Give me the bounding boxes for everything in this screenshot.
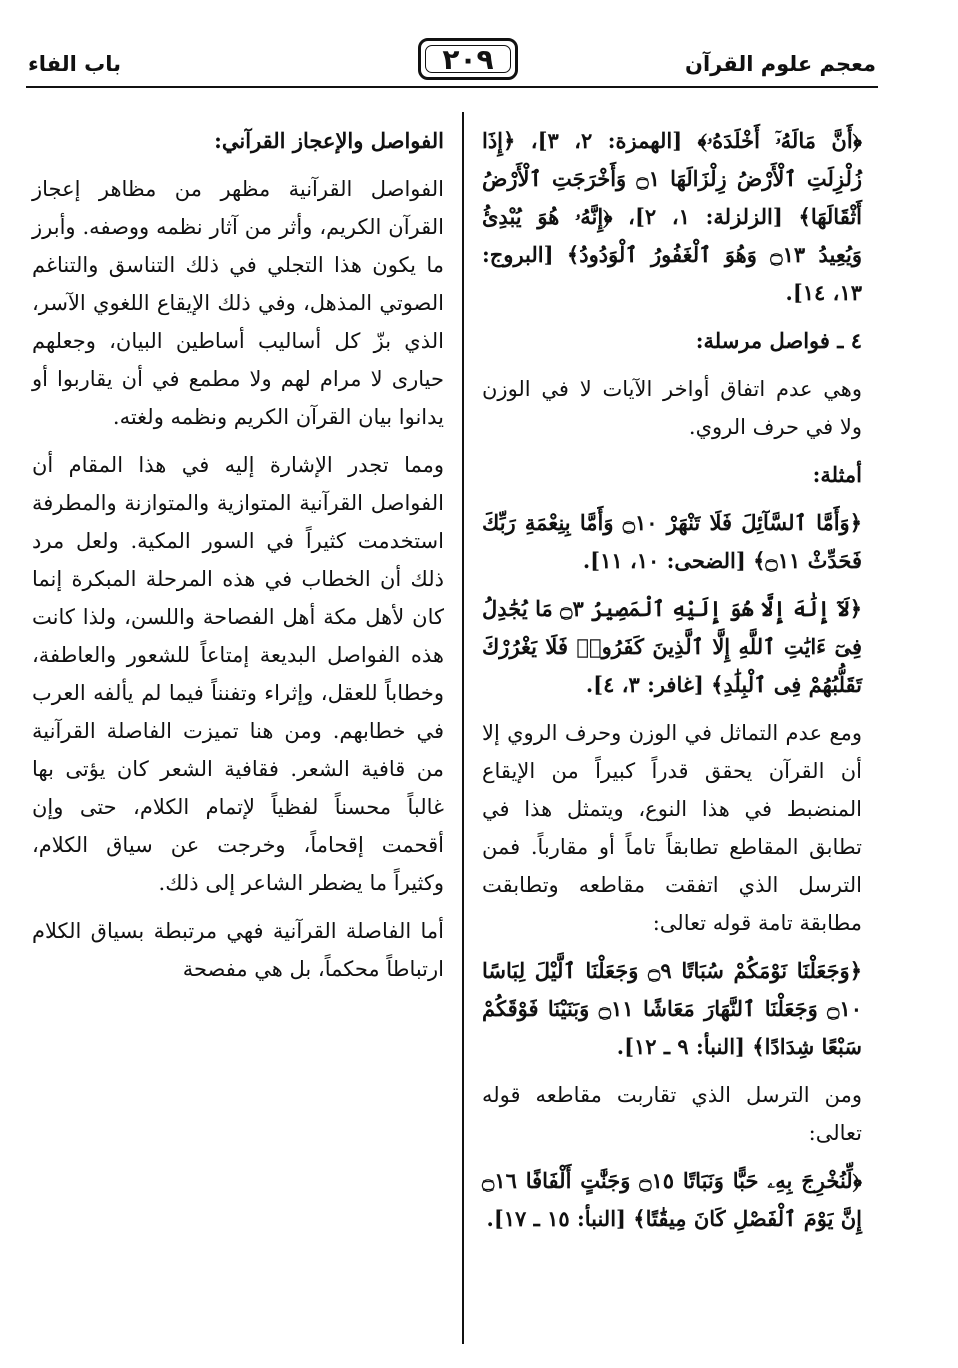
section-heading: ٤ ـ فواصل مرسلة: [695, 328, 862, 353]
body-paragraph: ومما تجدر الإشارة إليه في هذا المقام أن الفواصل القرآنية المتوازية والمتوازنة والمطرفة استخدمت كثيراً في السور المكية. ولعل مرد ذلك أن الخطاب في هذه المرحلة المبكرة إنما كان لأهل مكة أهل الفصاحة واللسن، ولذا كانت هذه الفواصل البديعة إمتاعاً للشعور والعاطفة، وخطاباً للعقل، وإثراء وتفنناً فيما لم يألفه العرب في خطابهم. ومن هنا تميزت الفاصلة القرآنية من قافية الشعر. فقافية الشعر كان يؤتى بها غالباً محسناً لفظياً لإتمام الكلام، حتى وإن أقحمت إقحاماً، وخرجت عن سياق الكلام، وكثيراً ما يضطر الشاعر إلى ذلك. [32, 453, 444, 895]
header-rule [26, 86, 878, 88]
right-column [482, 122, 862, 1248]
body-paragraph: أما الفاصلة القرآنية فهي مرتبطة بسياق الكلام ارتباطاً محكماً، بل هي مفصحة [32, 919, 444, 981]
body-paragraph: الفواصل القرآنية مظهر من مظاهر إعجاز القرآن الكريم، وأثر من آثار نظمه ووصفه. وأبرز ما يكون هذا التجلي في ذلك التناسق والتناغم الصوتي المذهل، وفي ذلك الإيقاع اللغوي الآسر، الذي بزّ كل أساليب أساطين البيان، وجعلهم حيارى لا مرام لهم ولا مطمع في أن يقاربوا أو يدانوا بيان القرآن الكريم ونظمه ولغته. [32, 177, 444, 429]
body-paragraph: ومن الترسل الذي تقاربت مقاطعه قوله تعالى: [482, 1083, 862, 1145]
body-paragraph: وهي عدم اتفاق أواخر الآيات لا في الوزن ولا في حرف الروي. [482, 377, 862, 439]
column-divider [462, 112, 464, 1344]
page-number: ٢٠٩ [442, 43, 494, 76]
quran-quote-paragraph: ﴿لَآ إِلَٰهَ إِلَّا هُوَ إِلَيْهِ ٱلْمَصِيرُ ۝٣ مَا يُجَٰدِلُ فِىٓ ءَايَٰتِ ٱللَّهِ إِلَّا ٱلَّذِينَ كَفَرُوا۟ فَلَا يَغْرُرْكَ تَقَلُّبُهُمْ فِى ٱلْبِلَٰدِ﴾ [غافر: ٣، ٤]. [482, 596, 863, 697]
quran-quote-paragraph: ﴿أَنَّ مَالَهُۥٓ أَخْلَدَهُۥ﴾ [الهمزة: ٢، ٣]، ﴿إِذَا زُلْزِلَتِ ٱلْأَرْضُ زِلْزَالَهَا ۝١ وَأَخْرَجَتِ ٱلْأَرْضُ أَثْقَالَهَا﴾ [الزلزلة: ١، ٢]، ﴿إِنَّهُۥ هُوَ يُبْدِئُ وَيُعِيدُ ۝١٣ وَهُوَ ٱلْغَفُورُ ٱلْوَدُودُ﴾ [البروج: ١٣، ١٤]. [482, 128, 862, 305]
quran-quote-paragraph: ﴿وَجَعَلْنَا نَوْمَكُمْ سُبَاتًا ۝٩ وَجَعَلْنَا ٱلَّيْلَ لِبَاسًا ۝١٠ وَجَعَلْنَا ٱلنَّهَارَ مَعَاشًا ۝١١ وَبَنَيْنَا فَوْقَكُمْ سَبْعًا شِدَادًا﴾ [النبأ: ٩ ـ ١٢]. [482, 958, 862, 1059]
section-heading: الفواصل والإعجاز القرآني: [214, 128, 444, 153]
left-column [32, 122, 444, 998]
examples-label: أمثلة: [812, 462, 862, 487]
book-title-header: معجم علوم القرآن [685, 52, 876, 76]
quran-quote-paragraph: ﴿لِّنُخْرِجَ بِهِۦ حَبًّا وَنَبَاتًا ۝١٥ وَجَنَّٰتٍ أَلْفَافًا ۝١٦ إِنَّ يَوْمَ ٱلْفَصْلِ كَانَ مِيقَٰتًا﴾ [النبأ: ١٥ ـ ١٧]. [482, 1168, 862, 1231]
body-paragraph: ومع عدم التماثل في الوزن وحرف الروي إلا أن القرآن يحقق قدراً كبيراً من الإيقاع المنضبط في هذا النوع، ويتمثل هذا في تطابق المقاطع تطابقاً تاماً أو مقارباً. فمن الترسل الذي اتفقت مقاطعه وتطابقت مطابقة تامة قوله تعالى: [482, 721, 862, 935]
quran-quote-paragraph: ﴿وَأَمَّا ٱلسَّآئِلَ فَلَا تَنْهَرْ ۝١٠ وَأَمَّا بِنِعْمَةِ رَبِّكَ فَحَدِّثْ ۝١١﴾ [الضحى: ١٠، ١١]. [482, 510, 863, 573]
chapter-title-header: باب الفاء [28, 52, 122, 76]
page-number-frame [418, 38, 518, 80]
